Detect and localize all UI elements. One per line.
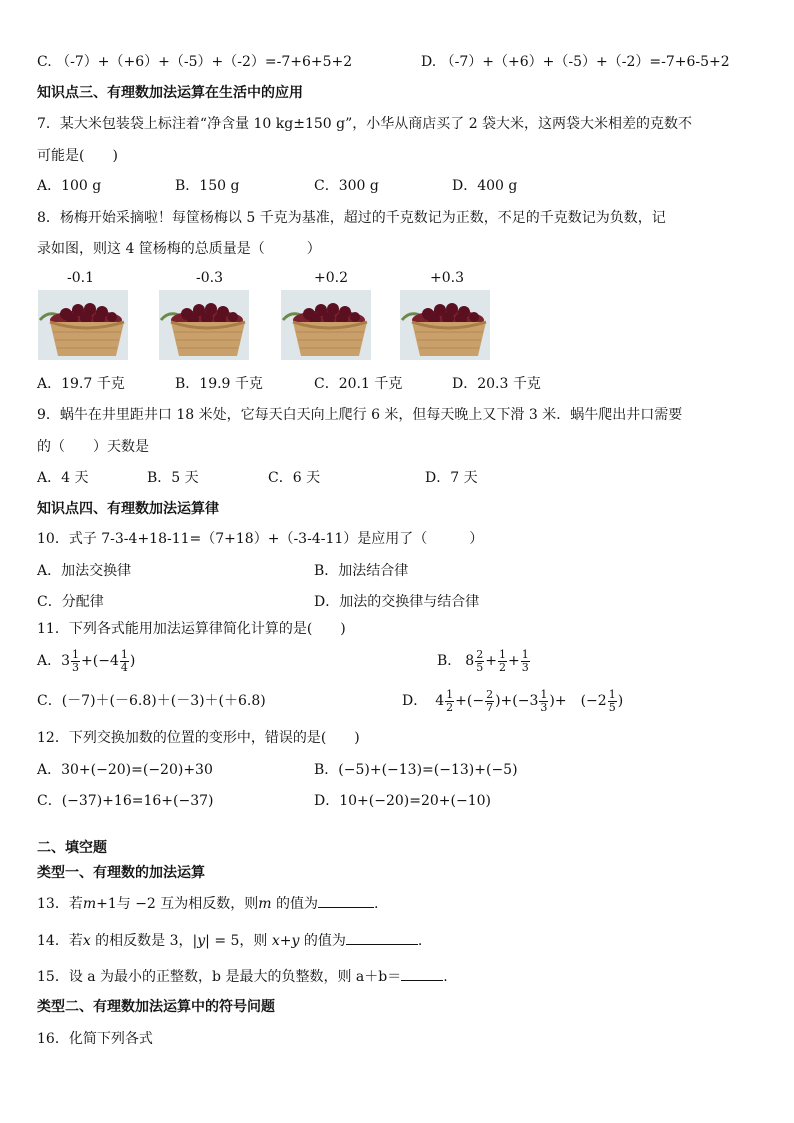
q7-option-a: A．100 g [37, 178, 102, 194]
q8-option-b: B．19.9 千克 [175, 376, 263, 392]
q8-option-c: C．20.1 千克 [314, 376, 403, 392]
q11-option-c: C．(－7)＋(－6.8)＋(－3)＋(＋6.8) [37, 693, 266, 709]
q7-option-b: B．150 g [175, 178, 240, 194]
q11-option-a: A． 3 $\frac{1}{3}$ +(−4 $\frac{1}{4}$ ) [37, 647, 136, 674]
q8-stem-line1: 8．杨梅开始采摘啦！每筐杨梅以 5 千克为基准，超过的千克数记为正数，不足的千克数记为负数，记 [37, 210, 666, 226]
q11-option-b: B． 8 $\frac{2}{5}$ + $\frac{1}{2}$ + $\frac{1}{3}$ [437, 647, 529, 674]
basket-label-2: -0.3 [196, 270, 223, 286]
part-two-heading: 二、填空题 [37, 840, 107, 856]
q9-stem-line2: 的（ ）天数是 [37, 439, 149, 455]
q12-stem: 12．下列交换加数的位置的变形中，错误的是( ) [37, 730, 360, 746]
type-two-heading: 类型二、有理数加法运算中的符号问题 [37, 999, 275, 1015]
section-heading-3: 知识点三、有理数加法运算在生活中的应用 [37, 85, 303, 101]
basket-label-4: +0.3 [430, 270, 464, 286]
bayberry-basket-image [159, 290, 249, 360]
q9-option-b: B．5 天 [147, 470, 199, 486]
q10-option-c: C．分配律 [37, 594, 104, 610]
q9-option-a: A．4 天 [37, 470, 89, 486]
q16-stem: 16．化简下列各式 [37, 1031, 153, 1047]
q12-option-c: C．(−37)+16=16+(−37) [37, 793, 214, 809]
basket-label-1: -0.1 [67, 270, 94, 286]
q6-option-c: C. （-7）+（+6）+（-5）+（-2）=-7+6+5+2 [37, 54, 353, 70]
q15: 15．设 a 为最小的正整数，b 是最大的负整数，则 a＋b＝ . [37, 969, 448, 985]
q8-option-a: A．19.7 千克 [37, 376, 125, 392]
q12-option-b: B．(−5)+(−13)=(−13)+(−5) [314, 762, 518, 778]
q8-option-d: D．20.3 千克 [452, 376, 541, 392]
q13-answer-blank[interactable] [318, 907, 374, 908]
q14: 14．若x 的相反数是 3，|y| = 5，则 x+y 的值为 . [37, 933, 423, 949]
q14-answer-blank[interactable] [346, 944, 418, 945]
q12-option-a: A．30+(−20)=(−20)+30 [37, 762, 213, 778]
q10-stem: 10．式子 7-3-4+18-11=（7+18）+（-3-4-11）是应用了（ ） [37, 531, 484, 547]
q7-stem-line1: 7．某大米包装袋上标注着“净含量 10 kg±150 g”，小华从商店买了 2 袋大米，这两袋大米相差的克数不 [37, 116, 693, 132]
q15-answer-blank[interactable] [401, 980, 443, 981]
q7-option-d: D．400 g [452, 178, 518, 194]
q8-stem-line2: 录如图，则这 4 筐杨梅的总质量是（ ） [37, 241, 321, 257]
q11-stem: 11．下列各式能用加法运算律简化计算的是( ) [37, 621, 346, 637]
bayberry-basket-image [38, 290, 128, 360]
q10-option-b: B．加法结合律 [314, 563, 409, 579]
q12-option-d: D．10+(−20)=20+(−10) [314, 793, 491, 809]
q7-stem-line2: 可能是( ) [37, 148, 118, 164]
q11-option-d: D． 4 $\frac{1}{2}$ +(− $\frac{2}{7}$ )+(−3 $\frac{1}{3}$ )+ (−2 $\frac{1}{5}$ ) [402, 687, 624, 714]
q9-option-d: D．7 天 [425, 470, 478, 486]
q7-option-c: C．300 g [314, 178, 379, 194]
q9-option-c: C．6 天 [268, 470, 321, 486]
q13: 13．若m+1与 −2 互为相反数，则m 的值为 . [37, 896, 379, 912]
q6-option-d: D. （-7）+（+6）+（-5）+（-2）=-7+6-5+2 [421, 54, 730, 70]
basket-label-3: +0.2 [314, 270, 348, 286]
q10-option-d: D．加法的交换律与结合律 [314, 594, 480, 610]
q9-stem-line1: 9．蜗牛在井里距井口 18 米处，它每天白天向上爬行 6 米，但每天晚上又下滑 3 米．蜗牛爬出井口需要 [37, 407, 683, 423]
section-heading-4: 知识点四、有理数加法运算律 [37, 501, 219, 517]
q10-option-a: A．加法交换律 [37, 563, 132, 579]
type-one-heading: 类型一、有理数的加法运算 [37, 865, 205, 881]
bayberry-basket-image [400, 290, 490, 360]
bayberry-basket-image [281, 290, 371, 360]
